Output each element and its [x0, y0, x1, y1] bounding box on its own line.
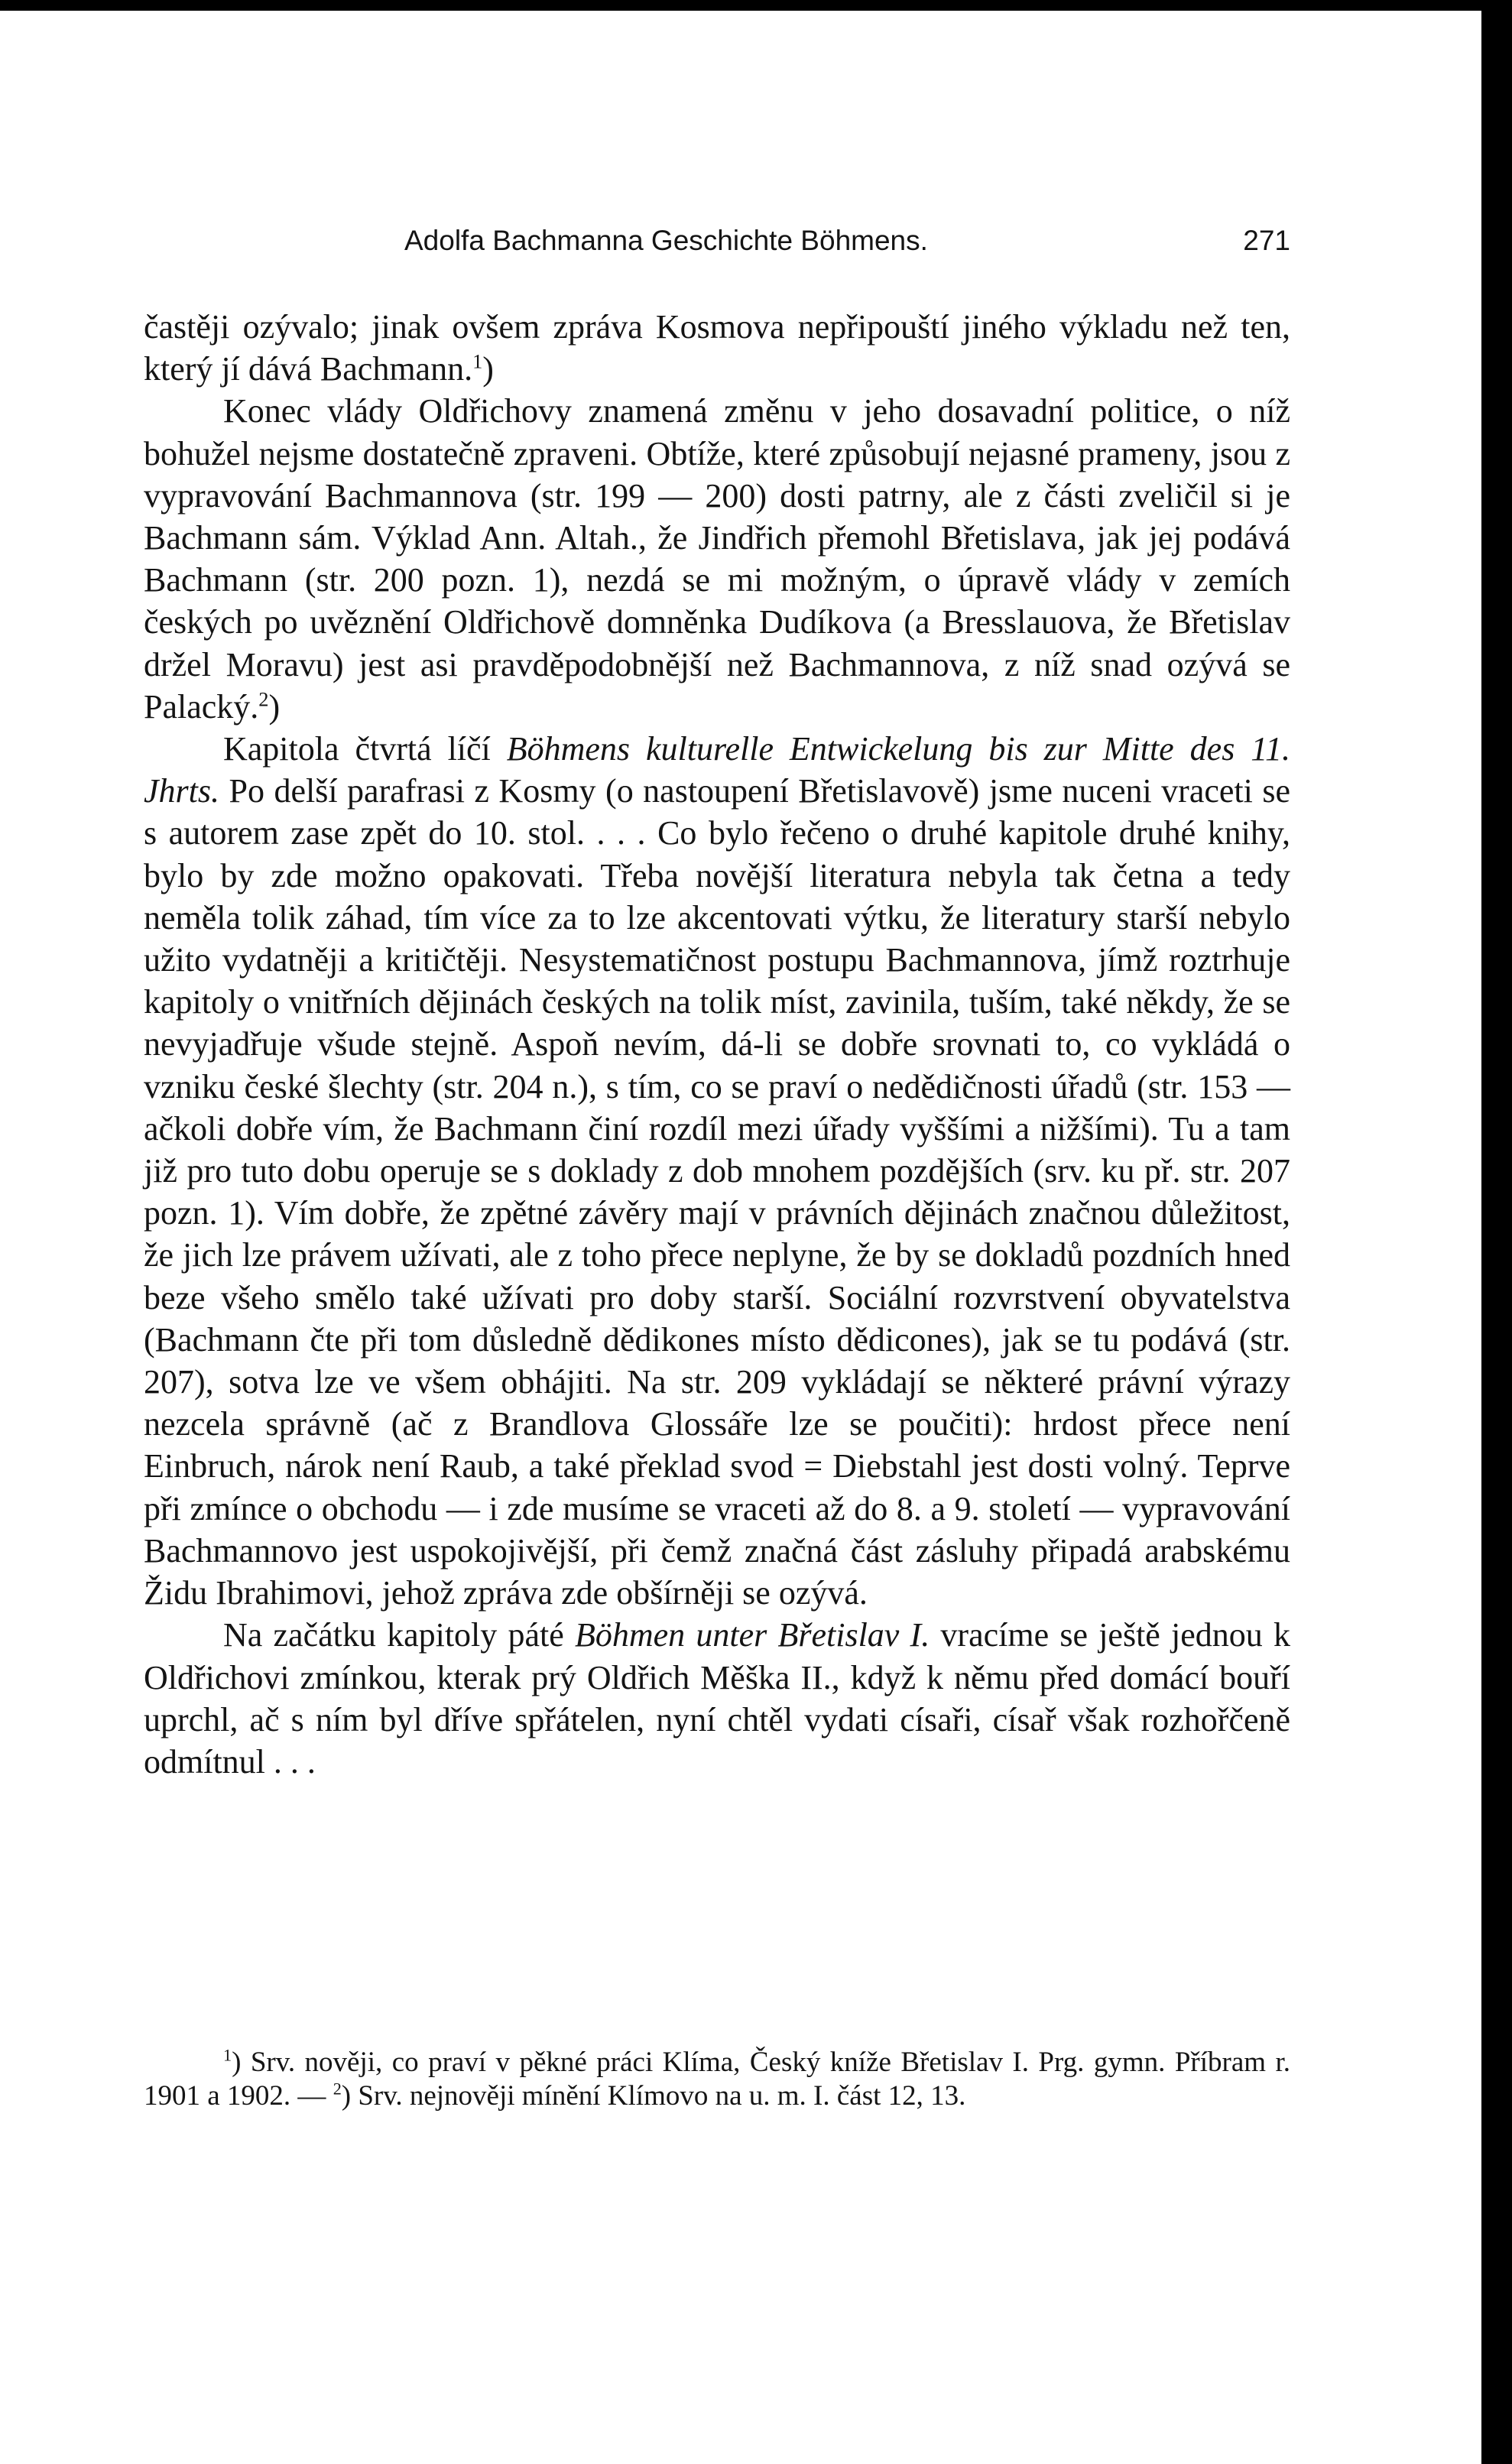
book-page: [0, 11, 1481, 2464]
paragraph-3-text: Po delší parafrasi z Kosmy (o nastoupení Břetislavově) jsme nuceni vraceti se s autorem zase zpět do 10. stol. . . . Co bylo řečeno o druhé kapitole druhé knihy, bylo by zde možno opakovati. Třeba novější literatura nebyla tak četna a tedy neměla tolik záhad, tím více za to lze akcentovati výtku, že literatury starší nebylo užito vydatněji a kritičtěji. Nesystematičnost postupu Bachmannova, jímž roztrhuje kapitoly o vnitřních dějinách českých na tolik míst, zavinila, tuším, také někdy, že se nevyjadřuje všude stejně. Aspoň nevím, dá-li se dobře srovnati to, co vykládá o vzniku české šlechty (str. 204 n.), s tím, co se praví o nedědičnosti úřadů (str. 153 — ačkoli dobře vím, že Bachmann činí rozdíl mezi úřady vyššími a nižšími). Tu a tam již pro tuto dobu operuje se s doklady z dob mnohem pozdějších (srv. ku př. str. 207 pozn. 1). Vím dobře, že zpětné závěry mají v právních dějinách značnou důležitost, že jich lze právem užívati, ale z toho přece neplyne, že by se dokladů pozdních hned beze všeho smělo také užívati pro doby starší. Sociální rozvrstvení obyvatelstva (Bachmann čte při tom důsledně dědikones místo dědicones), jak se tu podává (str. 207), sotva lze ve všem obhájiti. Na str. 209 vykládají se některé právní výrazy nezcela správně (ač z Brandlova Glossáře lze se poučiti): hrdost přece není Einbruch, nárok není Raub, a také překlad svod = Diebstahl jest dosti volný. Teprve při zmínce o obchodu — i zde musíme se vraceti až do 8. a 9. století — vypravování Bachmannovo jest uspokojivější, při čemž značná část zásluhy připadá arabskému Židu Ibrahimovi, jehož zpráva zde obšírněji se ozývá.: [144, 772, 1291, 1612]
paragraph-4-lead: Na začátku kapitoly páté: [223, 1616, 564, 1654]
paragraph-2-text: Konec vlády Oldřichovy znamená změnu v jeho dosavadní politice, o níž bohužel nejsme dostatečně zpraveni. Obtíže, které způsobují nejasné prameny, jsou z vypravování Bachmannova (str. 199 — 200) dosti patrny, ale z části zveličil si je Bachmann sám. Výklad Ann. Altah., že Jindřich přemohl Břetislava, jak jej podává Bachmann (str. 200 pozn. 1), nezdá se mi možným, o úpravě vlády v zemích českých po uvěznění Oldřichově domněnka Dudíkova (a Bresslauova, že Břetislav držel Moravu) jest asi pravděpodobnější než Bachmannova, z níž snad ozývá se Palacký.: [144, 392, 1290, 726]
footnote-block: [144, 2046, 1290, 2113]
footnote-ref-2: 2: [258, 687, 269, 711]
paragraph-3: [144, 728, 1290, 1614]
page-header: [139, 222, 1290, 260]
body-text: [144, 306, 1290, 1783]
page-number: 271: [1243, 225, 1290, 256]
paragraph-1: častěji ozývalo; jinak ovšem zpráva Kosmova nepřipouští jiného výkladu než ten, který jí dává Bachmann.$^1$): [144, 308, 1290, 388]
paragraph-4-text: vracíme se ještě jednou k Oldřichovi zmínkou, kterak prý Oldřich Měška II., když k němu před domácí bouří uprchl, ač s ním byl dříve spřátelen, nyní chtěl vydati císaři, císař však rozhořčeně odmítnul . . .: [144, 1616, 1290, 1781]
footnote-2-text: ) Srv. nejnověji mínění Klímovo na u. m. I. část 12, 13.: [341, 2080, 966, 2112]
paragraph-4: [144, 1614, 1290, 1783]
paragraph-3-lead: Kapitola čtvrtá líčí: [223, 730, 491, 768]
scan-border-right: [1481, 0, 1512, 2464]
paragraph-1-text: častěji ozývalo; jinak ovšem zpráva Kosmova nepřipouští jiného výkladu než ten, který jí dává Bachmann.: [144, 308, 1290, 388]
scan-border-top: [0, 0, 1512, 11]
footnotes: [144, 2046, 1290, 2113]
chapter-title-4: Böhmens kulturelle Entwickelung bis zur Mitte des 11. Jhrts.: [144, 730, 1290, 810]
paragraph-2: Konec vlády Oldřichovy znamená změnu v jeho dosavadní politice, o níž bohužel nejsme dostatečně zpraveni. Obtíže, které způsobují nejasné prameny, jsou z vypravování Bachmannova (str. 199 — 200) dosti patrny, ale z části zveličil si je Bachmann sám. Výklad Ann. Altah., že Jindřich přemohl Břetislava, jak jej podává Bachmann (str. 200 pozn. 1), nezdá se mi možným, o úpravě vlády v zemích českých po uvěznění Oldřichově domněnka Dudíkova (a Bresslauova, že Břetislav držel Moravu) jest asi pravděpodobnější než Bachmannova, z níž snad ozývá se Palacký.$^2$): [144, 392, 1290, 726]
chapter-title-5: Böhmen unter Břetislav I.: [575, 1616, 930, 1654]
footnote-1-text: ) Srv. nověji, co praví v pěkné práci Klíma, Český kníže Břetislav I. Prg. gymn. Příbram r. 1901 a 1902. —: [144, 2047, 1290, 2112]
footnote-mark-2: 2: [333, 2079, 342, 2099]
footnote-mark-1: 1: [223, 2045, 232, 2065]
running-title: Adolfa Bachmanna Geschichte Böhmens.: [404, 225, 928, 256]
footnote-ref-1: 1: [472, 349, 483, 373]
